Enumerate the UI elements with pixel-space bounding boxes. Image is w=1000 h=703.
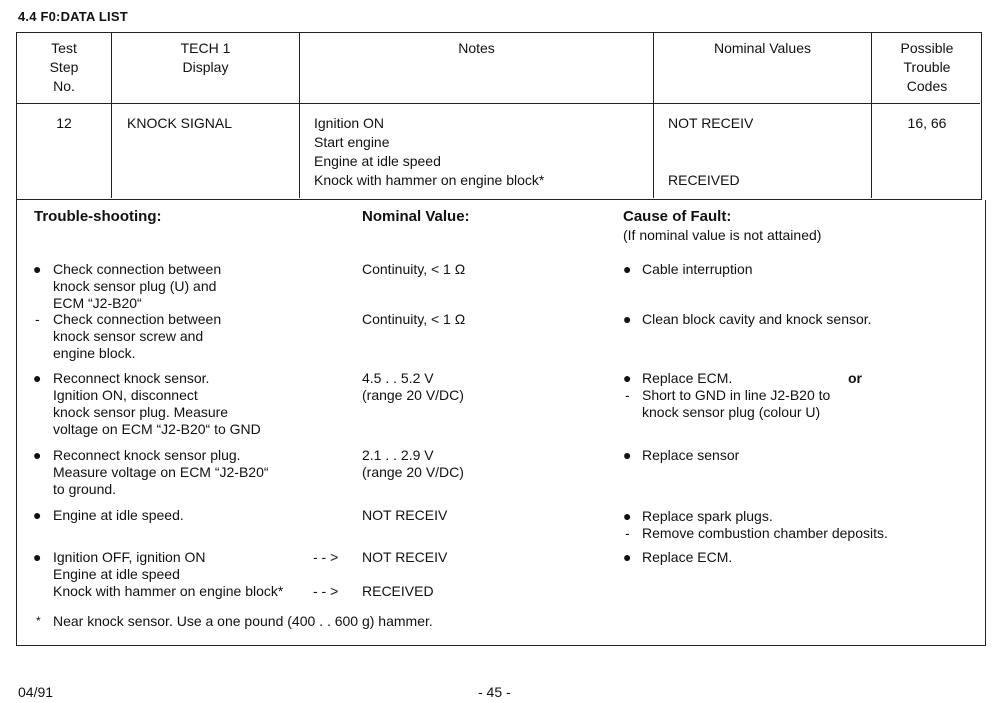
nominal-value: Continuity, < 1 Ω [362, 261, 466, 277]
or-label: or [848, 370, 862, 386]
bullet-icon: ● [623, 447, 632, 463]
bullet-icon: ● [33, 370, 42, 386]
row-display: KNOCK SIGNAL [127, 115, 233, 131]
nominal-value: NOT RECEIV [362, 549, 448, 565]
footnote: Near knock sensor. Use a one pound (400 . . 600 g) hammer. [53, 613, 433, 629]
row-step-number: 12 [56, 115, 72, 131]
page-number: - 45 - [478, 684, 511, 700]
trouble-step: Engine at idle speed. [53, 507, 184, 523]
bullet-icon: ● [623, 311, 632, 327]
cause-of-fault: Remove combustion chamber deposits. [642, 525, 888, 541]
trouble-step: Check connection between knock sensor screw and engine block. [53, 311, 222, 361]
header-nominal-values: Nominal Values [713, 40, 811, 56]
nominal-value-heading: Nominal Value: [362, 208, 470, 225]
cause-of-fault: Clean block cavity and knock sensor. [642, 311, 872, 327]
bullet-icon: ● [623, 549, 632, 565]
row-nominal-not-received: NOT RECEIV [668, 115, 754, 131]
bullet-icon: ● [33, 507, 42, 523]
cause-of-fault: Replace ECM. [642, 549, 733, 565]
cause-of-fault-heading: Cause of Fault: [623, 208, 732, 225]
cause-of-fault: Replace ECM. [642, 370, 733, 386]
section-title: 4.4 F0:DATA LIST [18, 9, 128, 24]
bullet-icon: ● [33, 261, 42, 277]
data-list-table [16, 32, 982, 200]
trouble-step: Check connection between knock sensor plug (U) and ECM “J2-B20“ [53, 261, 222, 311]
bullet-icon: ● [623, 508, 632, 524]
header-test-step: Test Step No. [49, 40, 79, 94]
header-tech1-display: TECH 1 Display [180, 40, 231, 75]
cause-of-fault: Replace spark plugs. [642, 508, 773, 524]
dash-marker: - [625, 525, 630, 541]
arrow-marker: - - > [313, 549, 339, 565]
header-notes: Notes [458, 40, 495, 56]
bullet-icon: ● [33, 447, 42, 463]
trouble-step: Reconnect knock sensor. Ignition ON, disconnect knock sensor plug. Measure voltage on ECM “J2-B20“ to GND [53, 370, 261, 437]
bullet-icon: ● [623, 370, 632, 386]
row-note-1: Ignition ON [314, 115, 385, 131]
nominal-value: 2.1 . . 2.9 V (range 20 V/DC) [362, 447, 464, 480]
nominal-value: RECEIVED [362, 583, 434, 599]
cause-of-fault: Short to GND in line J2-B20 to knock sensor plug (colour U) [642, 387, 831, 420]
row-note-4: Knock with hammer on engine block* [314, 172, 545, 188]
bullet-icon: ● [33, 549, 42, 565]
footnote-marker: * [36, 614, 41, 628]
trouble-step: Reconnect knock sensor plug. Measure voltage on ECM “J2-B20“ to ground. [53, 447, 269, 497]
troubleshooting-panel [16, 200, 986, 646]
cause-of-fault: Cable interruption [642, 261, 753, 277]
header-divider [17, 103, 980, 104]
cause-of-fault: Replace sensor [642, 447, 740, 463]
troubleshooting-heading: Trouble-shooting: [34, 208, 162, 225]
nominal-value: NOT RECEIV [362, 507, 448, 523]
dash-marker: - [625, 387, 630, 403]
row-trouble-codes: 16, 66 [907, 115, 947, 131]
cause-of-fault-note: (If nominal value is not attained) [623, 227, 822, 243]
nominal-value: Continuity, < 1 Ω [362, 311, 466, 327]
row-note-2: Start engine [314, 134, 390, 150]
footer-date: 04/91 [18, 684, 54, 700]
dash-marker: - [35, 311, 40, 327]
row-note-3: Engine at idle speed [314, 153, 441, 169]
arrow-marker: - - > [313, 583, 339, 599]
nominal-value: 4.5 . . 5.2 V (range 20 V/DC) [362, 370, 464, 403]
row-nominal-received: RECEIVED [668, 172, 740, 188]
bullet-icon: ● [623, 261, 632, 277]
header-trouble-codes: Possible Trouble Codes [900, 40, 954, 94]
trouble-step: Ignition OFF, ignition ON Engine at idle speed Knock with hammer on engine block* [53, 549, 284, 599]
